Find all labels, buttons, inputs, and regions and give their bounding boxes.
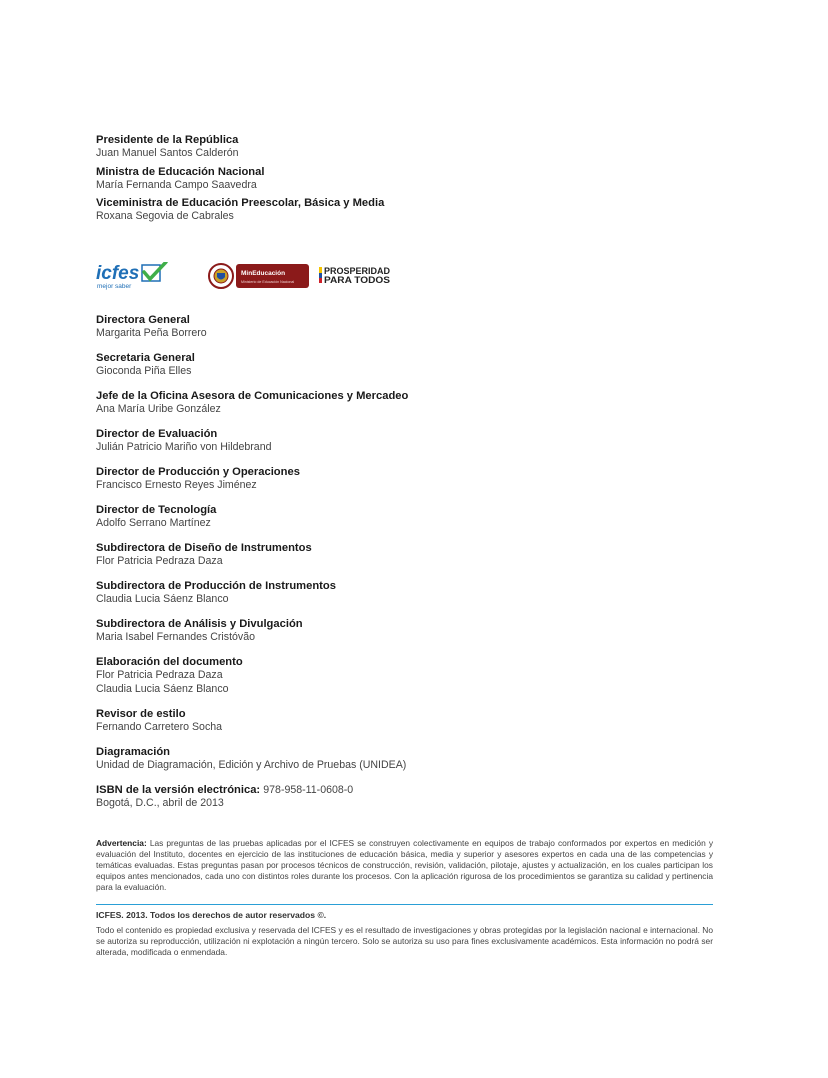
credit-role: Directora General (96, 314, 190, 326)
prosperidad-line2: PARA TODOS (324, 275, 390, 285)
credit-name: Margarita Peña Borrero (96, 327, 207, 339)
credit-block (96, 503, 716, 531)
warning-paragraph (96, 838, 713, 893)
credit-role: Secretaria General (96, 352, 195, 364)
credit-name: Flor Patricia Pedraza Daza (96, 669, 223, 681)
credit-block (96, 707, 716, 735)
credit-name: Francisco Ernesto Reyes Jiménez (96, 479, 257, 491)
credit-role: Presidente de la República (96, 134, 239, 146)
credit-role: Subdirectora de Diseño de Instrumentos (96, 542, 312, 554)
credit-role: Revisor de estilo (96, 707, 186, 720)
mineducacion-subtitle: Ministerio de Educación Nacional (241, 280, 295, 284)
credit-block (96, 579, 716, 607)
prosperidad-line1: PROSPERIDAD (324, 266, 391, 276)
government-credits (96, 133, 384, 228)
credit-role: Ministra de Educación Nacional (96, 165, 265, 178)
credit-minister (96, 165, 384, 193)
credit-block (96, 389, 716, 417)
credit-role: Subdirectora de Producción de Instrumentos (96, 580, 336, 592)
credit-name: Adolfo Serrano Martínez (96, 517, 211, 529)
credit-name: Julián Patricio Mariño von Hildebrand (96, 441, 272, 453)
credit-name: María Fernanda Campo Saavedra (96, 178, 257, 191)
credit-block (96, 465, 716, 493)
logo-strip (96, 262, 416, 292)
copyright-title: ICFES. 2013. Todos los derechos de autor reservados ©. (96, 910, 327, 920)
flag-yellow-icon (319, 267, 322, 273)
isbn-block (96, 783, 716, 811)
mineducacion-title: MinEducación (241, 270, 286, 277)
credit-block (96, 541, 716, 569)
icfes-tagline: mejor saber (97, 283, 132, 290)
credit-role: Viceministra de Educación Preescolar, Básica y Media (96, 197, 385, 209)
divider (96, 904, 713, 905)
mineducacion-logo (209, 264, 309, 288)
credit-role: Director de Producción y Operaciones (96, 466, 300, 478)
credit-name: Maria Isabel Fernandes Cristóvão (96, 631, 255, 643)
credit-block (96, 351, 716, 379)
warning-label: Advertencia: (96, 838, 147, 848)
copyright-text: Todo el contenido es propiedad exclusiva y reservada del ICFES y es el resultado de investigaciones y obras protegidas por la legislación nacional e internacional. No se autoriza su reproducción, utilización ni explotación a ningún tercero. Solo se autoriza su uso para fines exclusivamente académicos. Esta información no podrá ser alterada, modificada o enmendada. (96, 925, 713, 958)
credit-name: Unidad de Diagramación, Edición y Archivo de Pruebas (UNIDEA) (96, 758, 407, 771)
credit-name: Juan Manuel Santos Calderón (96, 147, 239, 159)
prosperidad-logo (319, 266, 390, 285)
credit-block (96, 427, 716, 455)
credit-role: Subdirectora de Análisis y Divulgación (96, 618, 303, 630)
isbn-value: 978-958-11-0608-0 (263, 783, 354, 796)
credit-president (96, 133, 384, 161)
credit-block (96, 745, 716, 773)
credit-viceminister (96, 196, 384, 224)
isbn-line (96, 783, 716, 797)
credit-role: Diagramación (96, 745, 170, 758)
credit-name: Gioconda Piña Elles (96, 365, 192, 377)
credit-role: Director de Tecnología (96, 504, 217, 516)
logos-svg (96, 262, 416, 292)
credit-name: Claudia Lucia Sáenz Blanco (96, 682, 229, 695)
credit-role: Elaboración del documento (96, 656, 243, 668)
credit-role: Jefe de la Oficina Asesora de Comunicaciones y Mercadeo (96, 390, 409, 402)
credit-block (96, 313, 716, 341)
icfes-wordmark: icfes (96, 263, 140, 284)
credit-block (96, 617, 716, 645)
warning-text: Las preguntas de las pruebas aplicadas por el ICFES se construyen colectivamente en equipos de trabajo conformados por expertos en medición y evaluación del Instituto, docentes en ejercicio de las instituciones de educación básica, media y superior y asesores expertos en cada una de las competencias y temáticas evaluadas. Estas preguntas pasan por procesos técnicos de construcción, revisión, validación, pilotaje, ajustes y actualización, en los cuales participan los equipos antes mencionados, cada uno con distintos roles durante los procesos. Con la aplicación rigurosa de los procedimientos se garantiza su calidad y pertinencia para la evaluación. (96, 838, 714, 893)
credit-block (96, 655, 716, 696)
credit-name: Flor Patricia Pedraza Daza (96, 555, 223, 567)
credit-name: Claudia Lucia Sáenz Blanco (96, 593, 229, 605)
icfes-logo (96, 262, 166, 290)
flag-red-icon (319, 278, 322, 283)
place-date: Bogotá, D.C., abril de 2013 (96, 796, 224, 809)
flag-blue-icon (319, 273, 322, 278)
isbn-label: ISBN de la versión electrónica: (96, 783, 261, 796)
credit-name: Fernando Carretero Socha (96, 720, 223, 733)
credit-name: Roxana Segovia de Cabrales (96, 210, 234, 222)
credit-role: Director de Evaluación (96, 428, 218, 440)
credit-name: Ana María Uribe González (96, 403, 221, 415)
staff-credits (96, 313, 716, 821)
